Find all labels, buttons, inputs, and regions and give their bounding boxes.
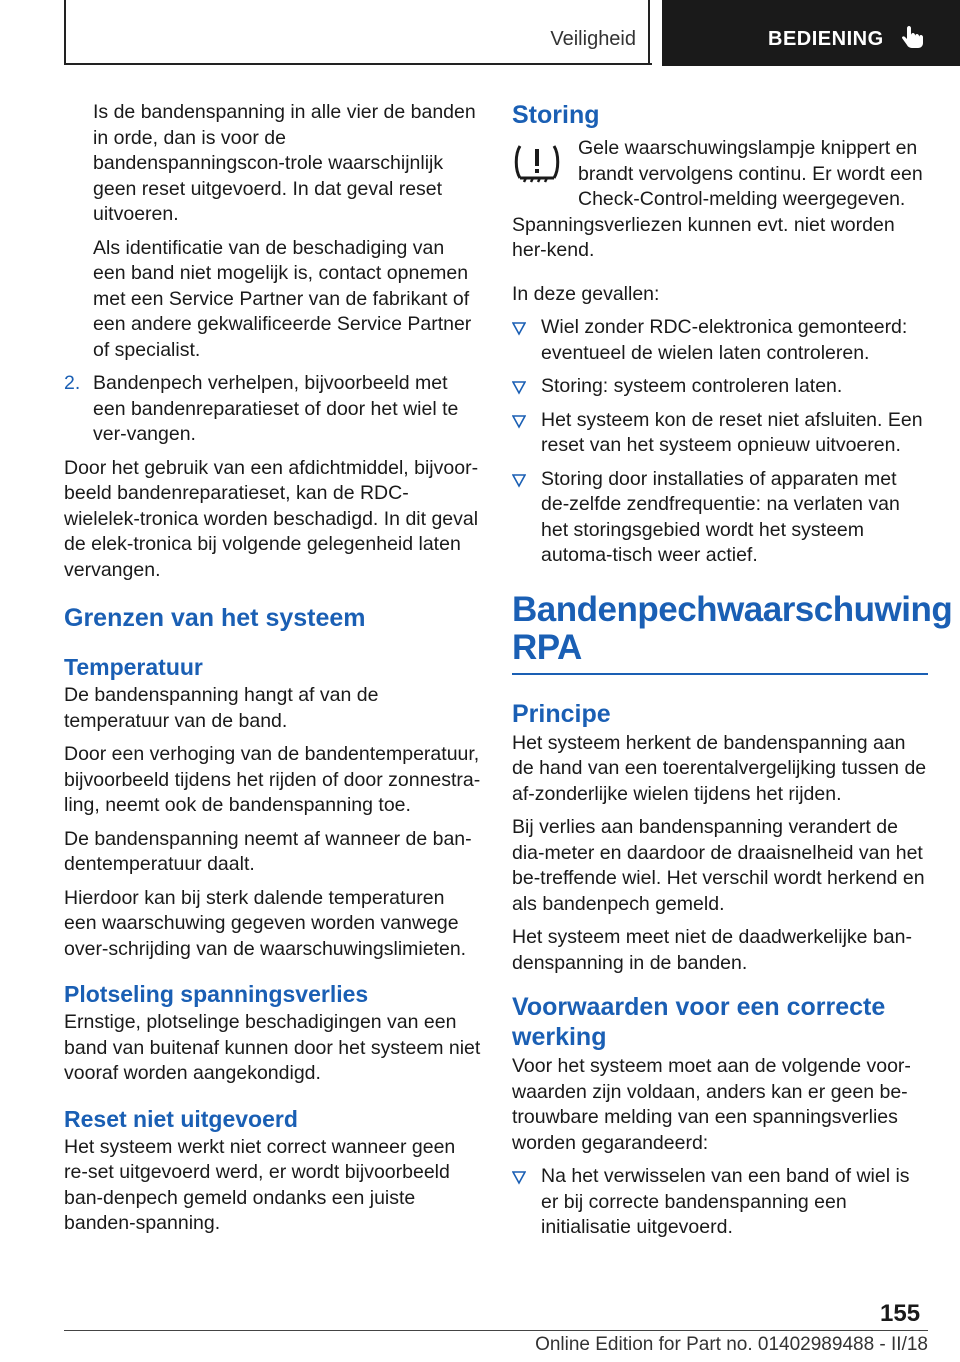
list-item-text: Het systeem kon de reset niet afsluiten. Een reset van het systeem opnieuw uitvoeren. xyxy=(541,408,923,456)
warning-text: Gele waarschuwingslampje knippert en brandt vervolgens continu. Er wordt een Check-Control-melding weergegeven. xyxy=(578,137,923,210)
list-item-text: Storing door installaties of apparaten met de-zelfde zendfrequentie: na verlaten van het storingsgebied wordt het systeem automa-tisch weer actief. xyxy=(541,467,900,566)
heading-grenzen: Grenzen van het systeem xyxy=(64,604,366,632)
paragraph: Het systeem meet niet de daadwerkelijke ban-denspanning in de banden. xyxy=(512,926,912,974)
list-item xyxy=(512,1164,930,1241)
header-chapter-block xyxy=(662,0,960,66)
heading-storing: Storing xyxy=(512,101,600,129)
paragraph: In deze gevallen: xyxy=(512,282,660,305)
paragraph: Het systeem herkent de bandenspanning aan de hand van een toerentalvergelijking tussen de af-zonderlijke wielen tijdens het rijden. xyxy=(512,731,927,805)
paragraph: Bij verlies aan bandenspanning verandert de dia-meter en daardoor de draaisnelheid van het be-treffende wiel. Het verschil wordt herkend en als bandenpech gemeld. xyxy=(512,816,925,915)
warning-block xyxy=(512,136,930,213)
header-divider xyxy=(648,0,650,64)
list-item xyxy=(512,467,930,569)
paragraph: Hierdoor kan bij sterk dalende temperaturen een waarschuwing gegeven worden vanwege over-schrijding van de waarschuwingslimieten. xyxy=(64,886,467,960)
header-rule-left xyxy=(64,0,66,64)
item-text: Bandenpech verhelpen, bijvoorbeeld met een bandenreparatieset of door het wiel te ver-vangen. xyxy=(93,372,459,445)
list-item-text: Storing: systeem controleren laten. xyxy=(541,375,843,397)
heading-voorwaarden: Voorwaarden voor een correcte werking xyxy=(512,993,886,1051)
triangle-bullet-icon xyxy=(512,470,526,490)
paragraph: Als identificatie van de beschadiging van een band niet mogelijk is, contact opnemen met een Service Partner van de fabrikant of een andere gekwalificeerde Service Partner of specialist. xyxy=(93,236,472,361)
triangle-bullet-icon xyxy=(512,377,526,397)
list-item-text: Wiel zonder RDC-elektronica gemonteerd: eventueel de wielen laten controleren. xyxy=(541,316,908,364)
left-column xyxy=(64,100,482,1245)
tire-pressure-warning-icon xyxy=(512,140,562,186)
page-number: 155 xyxy=(880,1300,921,1327)
item-number: 2. xyxy=(64,372,81,394)
paragraph: Het systeem werkt niet correct wanneer geen re-set uitgevoerd werd, er wordt bijvoorbeeld ban-denpech gemeld ondanks een juiste banden-spanning. xyxy=(64,1135,456,1234)
list-item-text: Na het verwisselen van een band of wiel is er bij correcte bandenspanning een initialisatie uitgevoerd. xyxy=(541,1165,910,1238)
paragraph: Door een verhoging van de bandentemperatuur, bijvoorbeeld tijdens het rijden of door zonnestra-ling, neemt ook de bandenspanning toe. xyxy=(64,743,481,816)
paragraph: Spanningsverliezen kunnen evt. niet worden her-kend. xyxy=(512,213,895,261)
header-chapter-title: BEDIENING xyxy=(768,28,884,50)
heading-principe: Principe xyxy=(512,699,611,728)
heading-plotseling: Plotseling spanningsverlies xyxy=(64,981,369,1007)
hand-pointer-icon xyxy=(898,24,926,52)
header-section-title: Veiligheid xyxy=(550,28,636,50)
heading-temperatuur: Temperatuur xyxy=(64,654,203,680)
heading-rpa: Bandenpechwaarschuwing RPA xyxy=(512,589,953,667)
paragraph: De bandenspanning hangt af van de temperatuur van de band. xyxy=(64,684,379,732)
triangle-bullet-icon xyxy=(512,411,526,431)
list-item xyxy=(512,315,930,366)
heading-rule xyxy=(512,673,928,675)
paragraph: Ernstige, plotselinge beschadigingen van een band van buitenaf kunnen door het systeem niet vooraf worden aangekondigd. xyxy=(64,1011,481,1084)
paragraph: De bandenspanning neemt af wanneer de ban-dentemperatuur daalt. xyxy=(64,827,472,875)
paragraph: Is de bandenspanning in alle vier de banden in orde, dan is voor de bandenspanningscon-trole waarschijnlijk geen reset uitgevoerd. In dat geval reset uitvoeren. xyxy=(93,101,476,225)
list-item xyxy=(512,408,930,459)
header-rule-bottom xyxy=(64,63,652,65)
numbered-item-2 xyxy=(64,371,482,448)
footer-edition: Online Edition for Part no. 01402989488 - II/18 xyxy=(535,1334,928,1355)
footer-rule xyxy=(64,1330,928,1331)
triangle-bullet-icon xyxy=(512,318,526,338)
right-column xyxy=(512,100,953,1249)
triangle-bullet-icon xyxy=(512,1167,526,1187)
heading-reset: Reset niet uitgevoerd xyxy=(64,1105,298,1132)
list-item xyxy=(512,374,930,400)
paragraph: Voor het systeem moet aan de volgende voor-waarden zijn voldaan, anders kan er geen be-trouwbare melding van een spanningsverlies worden gegarandeerd: xyxy=(512,1055,911,1154)
paragraph: Door het gebruik van een afdichtmiddel, bijvoor-beeld bandenreparatieset, kan de RDC-wielelek-tronica worden beschadigd. In dit geval de elek-tronica bij volgende gelegenheid laten vervangen. xyxy=(64,456,479,581)
